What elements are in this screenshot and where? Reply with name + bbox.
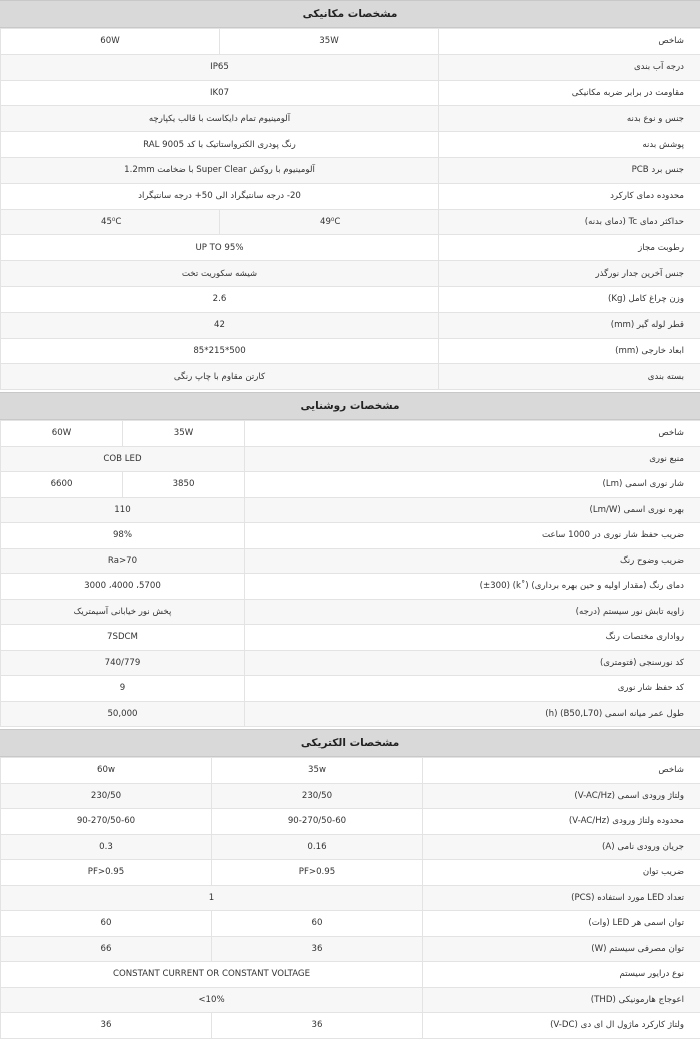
value-cell-35w: 0.16 — [212, 834, 423, 860]
spec-label: توان مصرفی سیستم (W) — [423, 936, 700, 962]
spec-label: ضریب توان — [423, 860, 700, 886]
table-row — [1, 312, 700, 338]
table-row — [1, 338, 700, 364]
value-cell-35w: 35w — [212, 758, 423, 784]
spec-label: زاویه تابش نور سیستم (درجه) — [245, 599, 700, 625]
value-cell: 10%> — [1, 987, 423, 1013]
spec-label: اعوجاج هارمونیکی (THD) — [423, 987, 700, 1013]
table-row — [1, 446, 700, 472]
table-row — [1, 885, 700, 911]
lighting-section-title: مشخصات روشنایی — [0, 392, 700, 420]
table-row — [1, 574, 700, 600]
value-cell: 20- درجه سانتیگراد الی 50+ درجه سانتیگراد — [1, 183, 439, 209]
spec-label: ولتاژ ورودی اسمی (V-AC/Hz) — [423, 783, 700, 809]
value-cell-60w: 45⁰C — [1, 209, 220, 235]
value-cell: 5700، 4000، 3000 — [1, 574, 245, 600]
spec-label: شار نوری اسمی (Lm) — [245, 472, 700, 498]
value-cell: رنگ پودری الکترواستاتیک با کد RAL 9005 — [1, 132, 439, 158]
value-cell: 110 — [1, 497, 245, 523]
table-row — [1, 209, 700, 235]
spec-label: رواداری مختصات رنگ — [245, 625, 700, 651]
table-row — [1, 1013, 700, 1039]
value-cell-35w: 35W — [220, 29, 439, 55]
table-row — [1, 701, 700, 727]
value-cell-35w: 36 — [212, 936, 423, 962]
spec-label: ولتاژ کارکرد ماژول ال ای دی (V-DC) — [423, 1013, 700, 1039]
table-row — [1, 599, 700, 625]
value-cell: 98% — [1, 523, 245, 549]
value-cell: IK07 — [1, 80, 439, 106]
spec-label: ضریب وضوح رنگ — [245, 548, 700, 574]
value-cell-35w: 35W — [123, 421, 245, 447]
spec-label: درجه آب بندی — [439, 54, 700, 80]
table-row — [1, 80, 700, 106]
value-cell: 9 — [1, 676, 245, 702]
value-cell: CONSTANT CURRENT OR CONSTANT VOLTAGE — [1, 962, 423, 988]
table-row — [1, 106, 700, 132]
electrical-table — [0, 757, 700, 1039]
table-row — [1, 132, 700, 158]
spec-label: پوشش بدنه — [439, 132, 700, 158]
table-row — [1, 676, 700, 702]
table-row — [1, 625, 700, 651]
table-row — [1, 911, 700, 937]
spec-label: شاخص — [245, 421, 700, 447]
table-row — [1, 472, 700, 498]
table-row — [1, 157, 700, 183]
spec-label: کد نورسنجی (فتومتری) — [245, 650, 700, 676]
spec-label: محدوده دمای کارکرد — [439, 183, 700, 209]
table-row — [1, 183, 700, 209]
table-row — [1, 523, 700, 549]
value-cell-60w: 0.3 — [1, 834, 212, 860]
value-cell: کارتن مقاوم با چاپ رنگی — [1, 364, 439, 390]
value-cell: 1 — [1, 885, 423, 911]
spec-label: محدوده ولتاژ ورودی (V-AC/Hz) — [423, 809, 700, 835]
table-row — [1, 962, 700, 988]
value-cell-35w: PF>0.95 — [212, 860, 423, 886]
spec-label: جنس و نوع بدنه — [439, 106, 700, 132]
value-cell: آلومینیوم تمام دایکاست با قالب یکپارچه — [1, 106, 439, 132]
table-row — [1, 936, 700, 962]
table-row — [1, 29, 700, 55]
spec-label: جنس آخرین جدار نورگذر — [439, 261, 700, 287]
mechanical-section-title: مشخصات مکانیکی — [0, 0, 700, 28]
spec-label: جریان ورودی نامی (A) — [423, 834, 700, 860]
value-cell-60w: 230/50 — [1, 783, 212, 809]
value-cell-35w: 49⁰C — [220, 209, 439, 235]
mechanical-table — [0, 28, 700, 390]
value-cell-60w: 90-270/50-60 — [1, 809, 212, 835]
spec-label: تعداد LED مورد استفاده (PCS) — [423, 885, 700, 911]
spec-label: رطوبت مجاز — [439, 235, 700, 261]
spec-label: وزن چراغ کامل (Kg) — [439, 286, 700, 312]
value-cell: 42 — [1, 312, 439, 338]
value-cell: UP TO 95% — [1, 235, 439, 261]
spec-label: طول عمر میانه اسمی (B50,L70) (h) — [245, 701, 700, 727]
value-cell-35w: 90-270/50-60 — [212, 809, 423, 835]
value-cell: 7SDCM — [1, 625, 245, 651]
spec-label: بهره نوری اسمی (Lm/W) — [245, 497, 700, 523]
table-row — [1, 758, 700, 784]
spec-label: مقاومت در برابر ضربه مکانیکی — [439, 80, 700, 106]
table-row — [1, 235, 700, 261]
value-cell: آلومینیوم با روکش Super Clear با ضخامت 1.2mm — [1, 157, 439, 183]
table-row — [1, 421, 700, 447]
value-cell: IP65 — [1, 54, 439, 80]
table-row — [1, 286, 700, 312]
value-cell: 50,000 — [1, 701, 245, 727]
spec-label: نوع درایور سیستم — [423, 962, 700, 988]
value-cell-60w: PF>0.95 — [1, 860, 212, 886]
value-cell-60w: 66 — [1, 936, 212, 962]
value-cell-60w: 60w — [1, 758, 212, 784]
spec-label: قطر لوله گیر (mm) — [439, 312, 700, 338]
table-row — [1, 548, 700, 574]
spec-label: ابعاد خارجی (mm) — [439, 338, 700, 364]
value-cell: 2.6 — [1, 286, 439, 312]
table-row — [1, 54, 700, 80]
value-cell-35w: 36 — [212, 1013, 423, 1039]
spec-label: منبع نوری — [245, 446, 700, 472]
spec-label: کد حفظ شار نوری — [245, 676, 700, 702]
value-cell-35w: 3850 — [123, 472, 245, 498]
table-row — [1, 860, 700, 886]
table-row — [1, 783, 700, 809]
electrical-section-title: مشخصات الکتریکی — [0, 729, 700, 757]
spec-label: توان اسمی هر LED (وات) — [423, 911, 700, 937]
table-row — [1, 987, 700, 1013]
value-cell-35w: 230/50 — [212, 783, 423, 809]
spec-label: جنس برد PCB — [439, 157, 700, 183]
value-cell-35w: 60 — [212, 911, 423, 937]
value-cell-60w: 60 — [1, 911, 212, 937]
table-row — [1, 809, 700, 835]
table-row — [1, 650, 700, 676]
value-cell: شیشه سکوریت تخت — [1, 261, 439, 287]
value-cell-60w: 60W — [1, 29, 220, 55]
spec-label: ضریب حفظ شار نوری در 1000 ساعت — [245, 523, 700, 549]
value-cell-60w: 60W — [1, 421, 123, 447]
value-cell: 500*215*85 — [1, 338, 439, 364]
table-row — [1, 261, 700, 287]
value-cell: پخش نور خیابانی آسیمتریک — [1, 599, 245, 625]
spec-label: دمای رنگ (مقدار اولیه و حین بهره برداری) (˚k) (±300) — [245, 574, 700, 600]
value-cell-60w: 6600 — [1, 472, 123, 498]
spec-label: بسته بندی — [439, 364, 700, 390]
lighting-table — [0, 420, 700, 727]
table-row — [1, 364, 700, 390]
table-row — [1, 497, 700, 523]
table-row — [1, 834, 700, 860]
value-cell: Ra>70 — [1, 548, 245, 574]
value-cell-60w: 36 — [1, 1013, 212, 1039]
spec-label: شاخص — [423, 758, 700, 784]
value-cell: COB LED — [1, 446, 245, 472]
spec-label: حداکثر دمای Tc (دمای بدنه) — [439, 209, 700, 235]
value-cell: 740/779 — [1, 650, 245, 676]
spec-label: شاخص — [439, 29, 700, 55]
